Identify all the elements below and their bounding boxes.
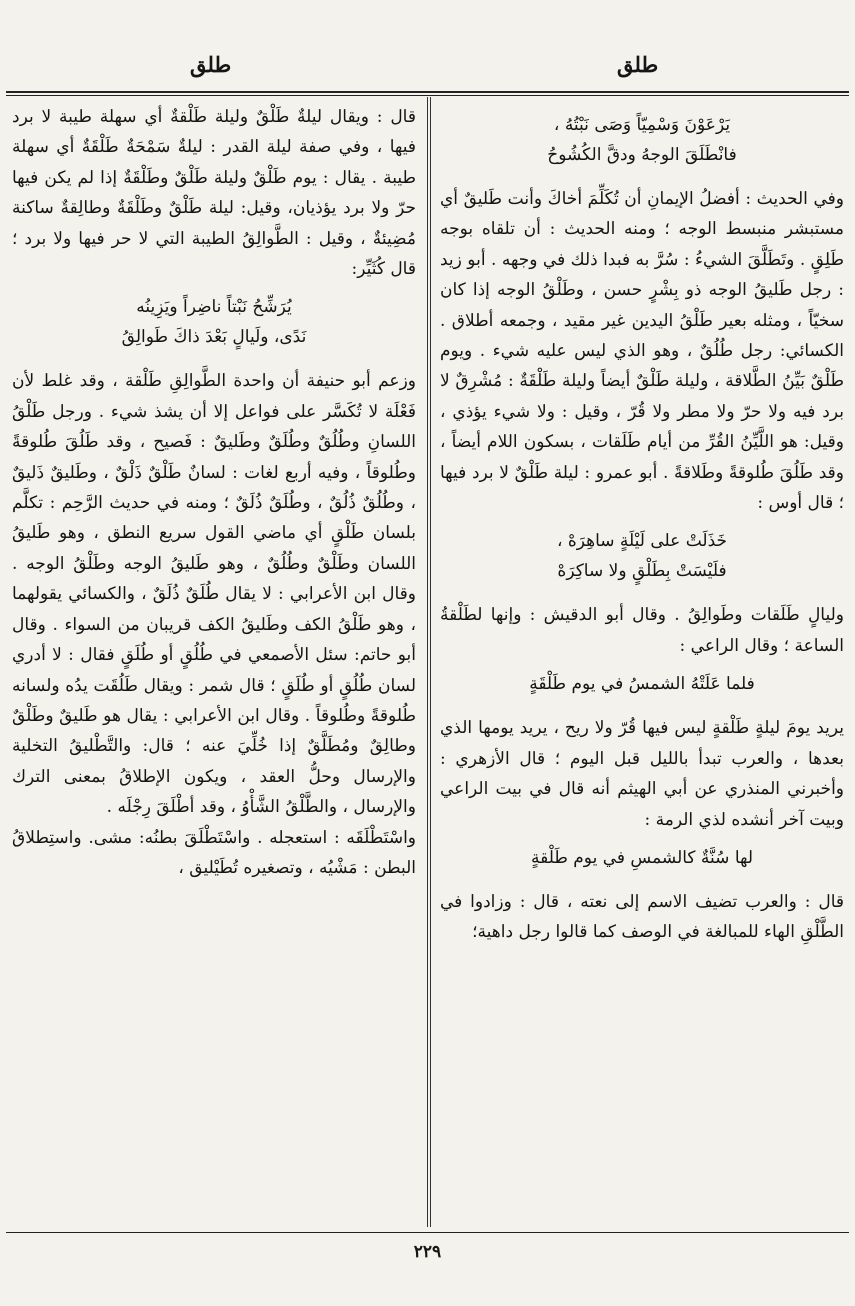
verse-line: خَذَلَتْ على لَيْلَةٍ ساهِرَهْ ، — [556, 531, 728, 552]
verse-kuthayyir — [12, 292, 416, 352]
verse-line: نَدًى، ولَيالٍ بَعْدَ ذاكَ طَوالِقُ — [121, 327, 307, 348]
left-column — [12, 102, 416, 1222]
paragraph: وفي الحديث : أفضلُ الإيمانِ أن تُكَلِّمَ أخاكَ وأنت طَليقٌ أي مستبشر منبسط الوجه ؛ ومنه الحديث : أن تلقاه بوجه طَلِقٍ . وتَطَلَّقَ الشيءُ : سُرَّ به فبدا ذلك في وجهه . أبو زيد : رجل طَليقُ الوجه ذو بِشْرٍ حسن ، وطَلْقُ الوجه إذا كان سخيّاً ، ومثله بعير طَلْقُ اليدين غير مقيد ، وجمعه أطلاق . الكسائي: رجل طُلُقٌ ، وهو الذي ليس عليه شيء . ويوم طَلْقٌ بَيِّنُ الطَّلاقة ، وليلة طَلْقٌ أيضاً وليلة طَلْقَةٌ : مُشْرِقٌ لا برد فيه ولا حرّ ولا مطر ولا قُرّ ، وقيل : ولا شيء يؤذي ، وقيل: هو اللَّيِّنُ القُرِّ من أيام طَلَقات ، بسكون اللام أيضاً ، وقد طَلُقَ طُلوقةً وطَلاقةً . أبو عمرو : ليلة طَلْقٌ لا برد فيها ؛ قال أوس : — [440, 189, 844, 514]
paragraph: وليالٍ طَلَقات وطَوالِقُ . وقال أبو الدقيش : وإنها لطَلْقةُ الساعة ؛ وقال الراعي : — [440, 605, 844, 656]
header-rule — [6, 91, 849, 93]
footer-rule — [6, 1232, 849, 1233]
page-number: ٢٢٩ — [413, 1242, 442, 1262]
verse-line: فلَيْسَتْ بِطَلْقٍ ولا ساكِرَهْ — [557, 561, 727, 582]
verse-raai — [440, 669, 844, 699]
column-divider — [427, 97, 428, 1227]
verse-line: لها سُنَّةٌ كالشمسِ في يوم طَلْقةٍ — [530, 847, 754, 868]
paragraph: واسْتَطْلَقَه : استعجله . واسْتَطْلَقَ بطنُه: مشى. واستِطلاقُ البطن : مَشْيُه ، وتصغيره تُطَيْليق ، — [12, 827, 416, 878]
verse-top — [440, 110, 844, 170]
paragraph: وزعم أبو حنيفة أن واحدة الطَّوالِقِ طَلْقة ، وقد غلط لأن فَعْلَة لا تُكَسَّر على فواعل إلا أن يشذ شيء . ورجل طَلْقُ اللسانِ وطُلُقٌ وطُلَقٌ وطَليقٌ : فَصيح ، وقد طَلُقَ طُلوقةً وطُلوقاً ، وفيه أربع لغات : لسانٌ طَلْقٌ ذَلْقٌ ، وطَليقٌ ذَليقٌ ، وطُلُقٌ ذُلُقٌ ، وطُلَقٌ ذُلَقٌ ؛ ومنه في حديث الرَّحِم : تكلَّم بلسان طَلْقٍ أي ماضي القول سريع النطق ، وهو طَليقُ اللسان وطَلْقٌ وطُلُقٌ ، وهو طَليقُ الوجه وطَلْقُ الوجه . وقال ابن الأعرابي : لا يقال طُلَقٌ ذُلَقٌ ، والكسائي يقولهما ، وهو طَلْقُ الكف وطَليقُ الكف قريبان من السواء . وقال أبو حاتم: سئل الأصمعي في طُلُقٍ أو طُلَقٍ فقال : لا أدري لسان طُلُقٍ أو طُلَقٍ ؛ قال شمر : ويقال طَلُقَت يدُه ولسانه طُلوقةً وطُلوقاً . وقال ابن الأعرابي : يقال هو طَليقٌ وطَلْقٌ وطالِقٌ ومُطَلَّقٌ إذا خُلِّيَ عنه ؛ قال: والتَّطْليقُ التخلية والإرسال وحلُّ العقد ، ويكون الإطلاقُ بمعنى الترك والإرسال ، والطَّلْقُ الشَّأْوُ ، وقد أطْلَقَ رِجْلَه . — [12, 371, 416, 818]
column-divider-second — [430, 97, 431, 1227]
verse-line: فانْطَلَقَ الوجهُ ودقَّ الكُشُوحُ — [547, 145, 737, 165]
verse-line: فلما عَلَتْهُ الشمسُ في يوم طَلْقَةٍ — [529, 674, 755, 695]
verse-line: يُرَشِّحُ نَبْتاً ناضِراً ويَزِينُه — [136, 297, 292, 318]
verse-dhurrumma — [440, 843, 844, 873]
headword-left: طلق — [190, 52, 232, 77]
header-rule-thin — [6, 95, 849, 96]
right-column — [440, 102, 844, 1222]
headword-right: طلق — [617, 52, 659, 77]
paragraph: قال : ويقال ليلةٌ طَلْقٌ وليلة طَلْقةٌ أي سهلة طيبة لا برد فيها ، وفي صفة ليلة القدر : ليلةٌ سَمْحَةٌ طَلْقَةٌ أي سهلة طيبة . يقال : يوم طَلْقٌ وليلة طَلْقٌ وطَلْقَةٌ إذا لم يكن فيها حرّ ولا برد يؤذيان، وقيل: ليلة طَلْقٌ وطَلْقَةٌ وطالِقةٌ ساكنة مُضِيئةٌ ، وقيل : الطَّوالِقُ الطيبة التي لا حر فيها ولا برد ؛ قال كُثَيِّر: — [12, 107, 416, 280]
verse-line: يَرْعَوْنَ وَسْمِيّاً وَصَى نَبْتُهُ ، — [553, 115, 731, 135]
paragraph: يريد يومَ ليلةٍ طَلْقةٍ ليس فيها قُرّ ولا ريح ، يريد يومها الذي بعدها ، والعرب تبدأ بالليل قبل اليوم ؛ قال الأزهري : وأخبرني المنذري عن أبي الهيثم أنه قال في بيت الراعي وبيت آخر أنشده لذي الرمة : — [440, 718, 844, 830]
verse-aws — [440, 526, 844, 586]
paragraph: قال : والعرب تضيف الاسم إلى نعته ، قال : وزادوا في الطَّلْقِ الهاء للمبالغة في الوصف كما قالوا رجل داهية؛ — [440, 891, 844, 943]
